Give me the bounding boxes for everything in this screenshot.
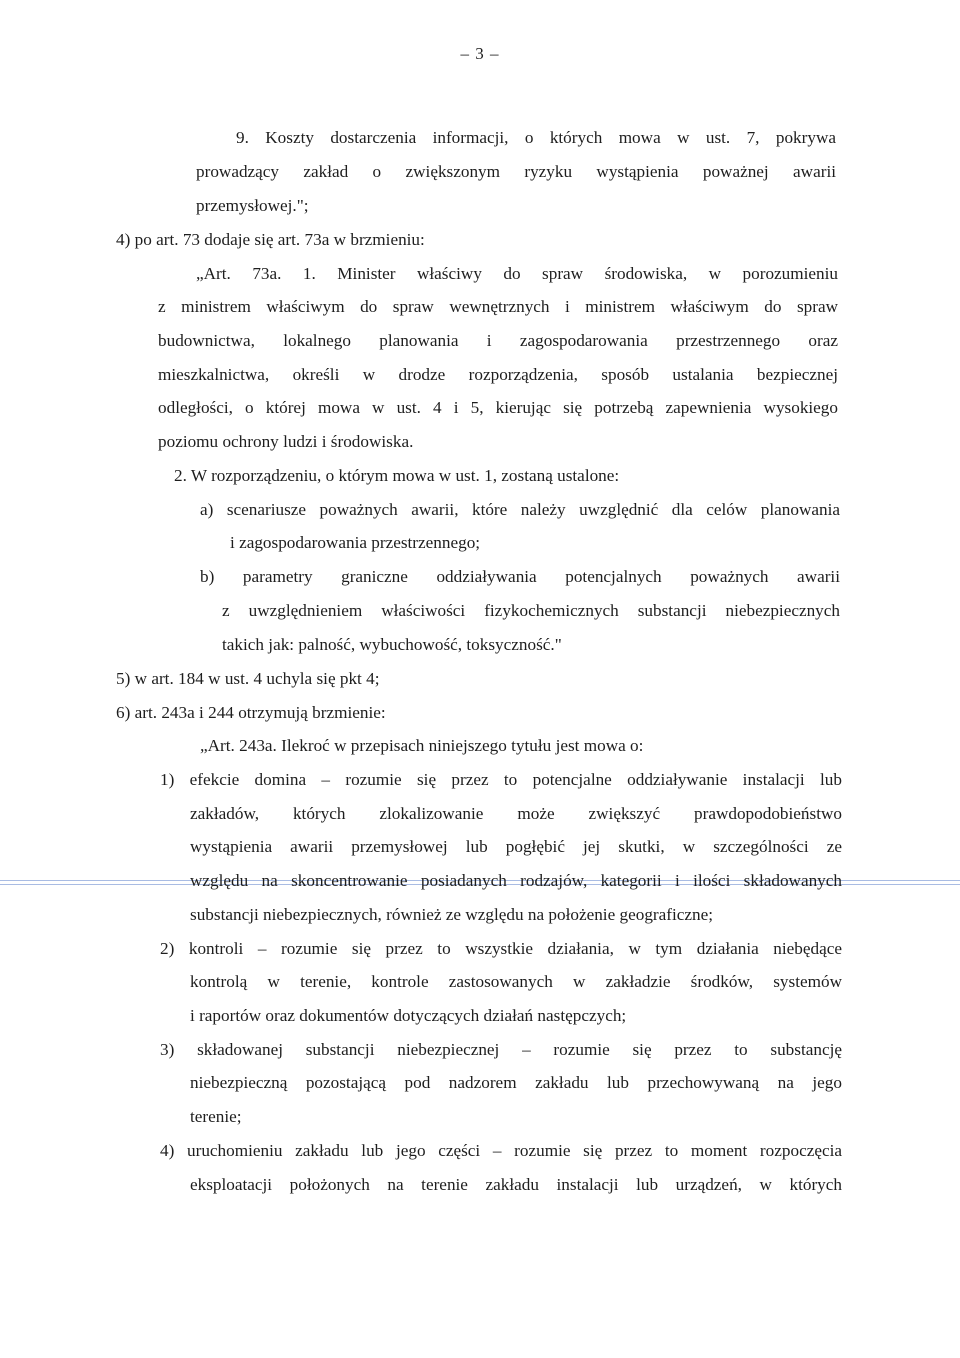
text-line: względu na skoncentrowanie posiadanych rodzajów, kategorii i ilości składowanych [190, 871, 842, 890]
text-line: eksploatacji położonych na terenie zakładu instalacji lub urządzeń, w których [190, 1175, 842, 1194]
text-line: przemysłowej."; [196, 196, 309, 215]
text-line: takich jak: palność, wybuchowość, toksyczność." [222, 635, 562, 654]
text-line: 5) w art. 184 w ust. 4 uchyla się pkt 4; [116, 669, 380, 688]
text-line: niebezpieczną pozostającą pod nadzorem zakładu lub przechowywaną na jego [190, 1073, 842, 1092]
text-line: i zagospodarowania przestrzennego; [230, 533, 481, 552]
text-line: substancji niebezpiecznych, również ze względu na położenie geograficzne; [190, 905, 714, 924]
text-line: zakładów, których zlokalizowanie może zwiększyć prawdopodobieństwo [190, 804, 842, 823]
text-line: 4) po art. 73 dodaje się art. 73a w brzmieniu: [116, 230, 425, 249]
text-line: 6) art. 243a i 244 otrzymują brzmienie: [116, 703, 386, 722]
text-line: i raportów oraz dokumentów dotyczących działań następczych; [190, 1006, 627, 1025]
text-line: b) parametry graniczne oddziaływania potencjalnych poważnych awarii [200, 567, 840, 586]
text-line: wystąpienia awarii przemysłowej lub pogłębić jej skutki, w szczególności ze [190, 837, 842, 856]
text-line: odległości, o której mowa w ust. 4 i 5, kierując się potrzebą zapewnienia wysokiego [158, 398, 838, 417]
text-line: poziomu ochrony ludzi i środowiska. [158, 432, 414, 451]
text-line: 2. W rozporządzeniu, o którym mowa w ust. 1, zostaną ustalone: [174, 466, 620, 485]
text-line: a) scenariusze poważnych awarii, które należy uwzględnić dla celów planowania [200, 500, 840, 519]
text-line: 2) kontroli – rozumie się przez to wszystkie działania, w tym działania niebędące [160, 939, 842, 958]
text-line: z ministrem właściwym do spraw wewnętrznych i ministrem właściwym do spraw [158, 297, 838, 316]
text-line: 9. Koszty dostarczenia informacji, o których mowa w ust. 7, pokrywa [236, 128, 836, 147]
text-line: 3) składowanej substancji niebezpiecznej – rozumie się przez to substancję [160, 1040, 842, 1059]
text-line: kontrolą w terenie, kontrole zastosowanych w zakładzie środków, systemów [190, 972, 842, 991]
text-line: terenie; [190, 1107, 242, 1126]
text-line: „Art. 243a. Ilekroć w przepisach niniejszego tytułu jest mowa o: [200, 736, 644, 755]
text-line: 4) uruchomieniu zakładu lub jego części – rozumie się przez to moment rozpoczęcia [160, 1141, 842, 1160]
text-line: budownictwa, lokalnego planowania i zagospodarowania przestrzennego oraz [158, 331, 838, 350]
text-line: z uwzględnieniem właściwości fizykochemicznych substancji niebezpiecznych [222, 601, 840, 620]
page-number: – 3 – [460, 44, 500, 63]
text-line: 1) efekcie domina – rozumie się przez to potencjalne oddziaływanie instalacji lub [160, 770, 842, 789]
text-line: mieszkalnictwa, określi w drodze rozporządzenia, sposób ustalania bezpiecznej [158, 365, 838, 384]
text-line: „Art. 73a. 1. Minister właściwy do spraw środowiska, w porozumieniu [196, 264, 838, 283]
text-line: prowadzący zakład o zwiększonym ryzyku wystąpienia poważnej awarii [196, 162, 836, 181]
